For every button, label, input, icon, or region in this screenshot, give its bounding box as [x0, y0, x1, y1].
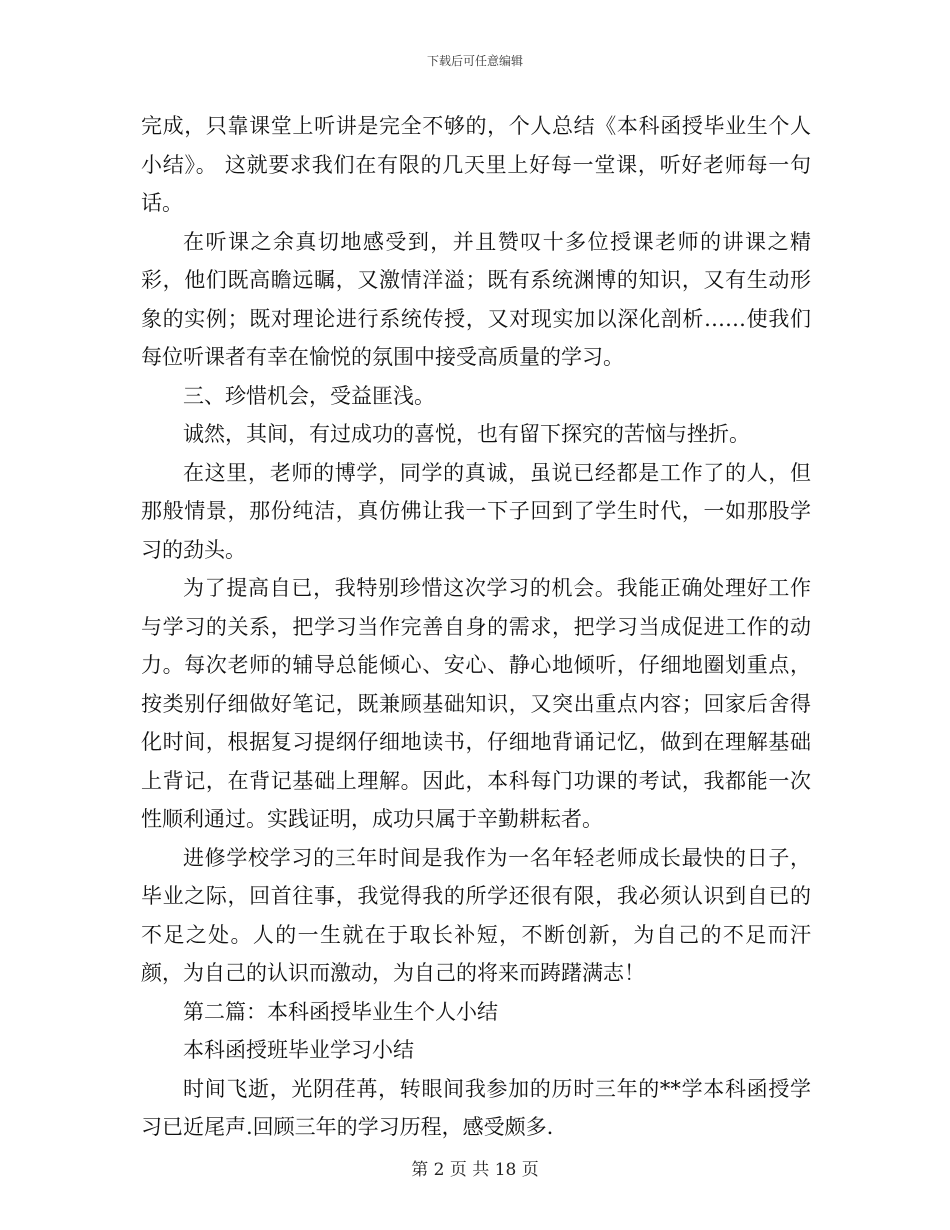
page-header-note: 下载后可任意编辑 — [426, 54, 523, 68]
paragraph: 在听课之余真切地感受到，并且赞叹十多位授课老师的讲课之精彩，他们既高瞻远瞩，又激情洋溢；既有系统渊博的知识，又有生动形象的实例；既对理论进行系统传授，又对现实加以深化剖析……使我们每位听课者有幸在愉悦的氛围中接受高质量的学习。 — [141, 229, 811, 369]
paragraph: 完成，只靠课堂上听讲是完全不够的，个人总结《本科函授毕业生个人小结》。 这就要求我们在有限的几天里上好每一堂课，听好老师每一句话。 — [141, 114, 811, 215]
paragraph: 为了提高自已，我特别珍惜这次学习的机会。我能正确处理好工作与学习的关系，把学习当作完善自身的需求，把学习当成促进工作的动力。每次老师的辅导总能倾心、安心、静心地倾听，仔细地圈划重点，按类别仔细做好笔记，既兼顾基础知识，又突出重点内容；回家后舍得化时间，根据复习提纲仔细地读书，仔细地背诵记忆，做到在理解基础上背记，在背记基础上理解。因此，本科每门功课的考试，我都能一次性顺利通过。实践证明，成功只属于辛勤耕耘者。 — [141, 576, 811, 831]
page-number: 第 2 页 共 18 页 — [411, 1160, 539, 1180]
paragraph: 在这里，老师的博学，同学的真诚，虽说已经都是工作了的人，但那般情景，那份纯洁，真仿佛让我一下子回到了学生时代，一如那股学习的劲头。 — [141, 460, 811, 562]
paragraph: 诚然，其间，有过成功的喜悦，也有留下探究的苦恼与挫折。 — [183, 422, 750, 446]
chapter-subtitle: 本科函授班毕业学习小结 — [183, 1038, 414, 1062]
document-body — [141, 107, 811, 1147]
chapter-title: 第二篇：本科函授毕业生个人小结 — [183, 999, 498, 1024]
section-heading: 三、珍惜机会，受益匪浅。 — [183, 383, 435, 408]
paragraph: 时间飞逝，光阴荏苒，转眼间我参加的历时三年的**学本科函授学习已近尾声.回顾三年的学习历程，感受颇多. — [141, 1076, 811, 1139]
paragraph: 进修学校学习的三年时间是我作为一名年轻老师成长最快的日子，毕业之际，回首往事，我觉得我的所学还很有限，我必须认识到自已的不足之处。人的一生就在于取长补短，不断创新，为自己的不足而汗颜，为自己的认识而激动，为自己的将来而踌躇满志！ — [141, 845, 811, 985]
